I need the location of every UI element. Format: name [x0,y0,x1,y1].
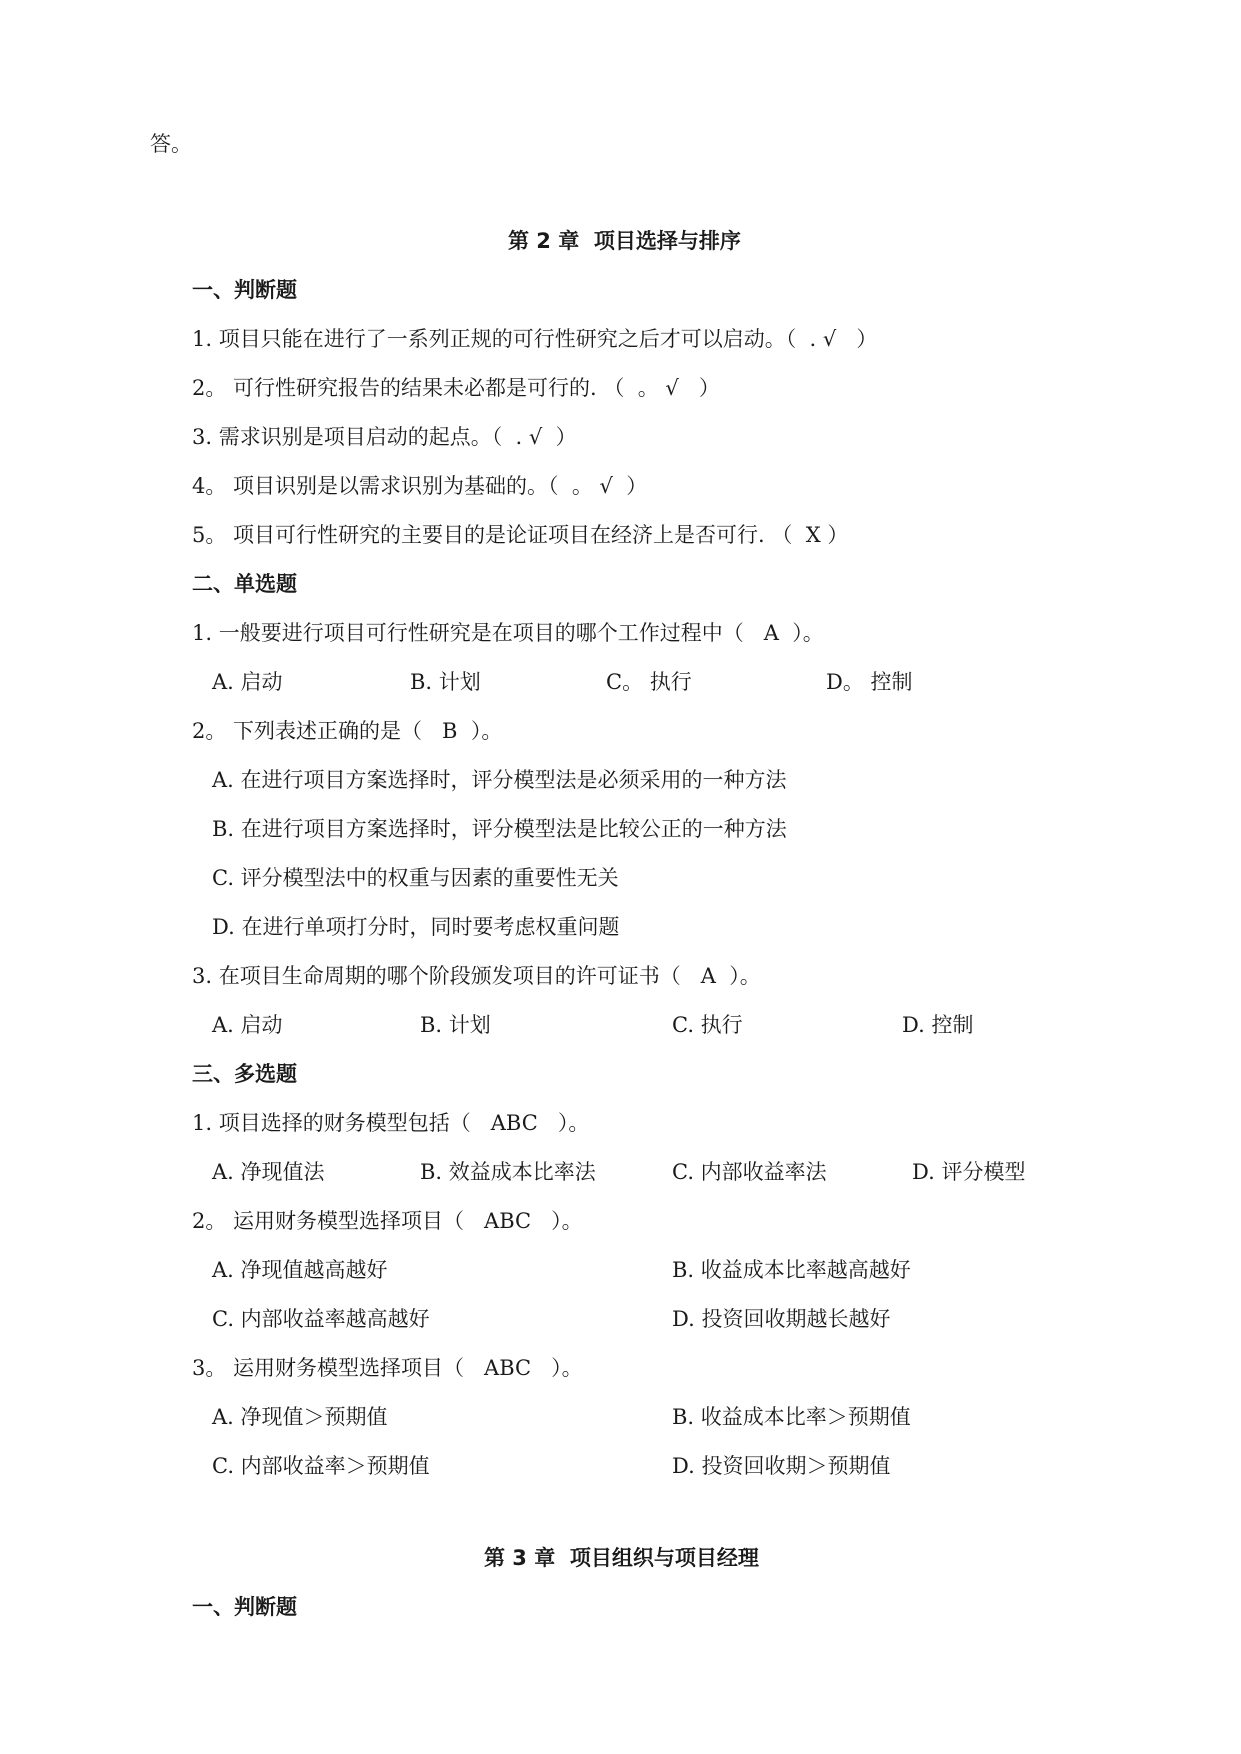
section-heading-multi-choice: 三、多选题 [192,1062,297,1086]
option: B. 效益成本比率法 [420,1160,596,1184]
option: C. 内部收益率法 [672,1160,827,1184]
option: C. 执行 [672,1013,743,1037]
option: C. 内部收益率越高越好 [212,1307,430,1331]
question-stem: 1. 一般要进行项目可行性研究是在项目的哪个工作过程中（ A ）。 [192,621,824,645]
option: D. 控制 [902,1013,974,1037]
option: D. 评分模型 [912,1160,1026,1184]
question-item: 2。 可行性研究报告的结果未必都是可行的. （ 。 √ ） [192,376,720,400]
question-stem: 3. 在项目生命周期的哪个阶段颁发项目的许可证书（ A ）。 [192,964,761,988]
chapter-2-title: 第 2 章 项目选择与排序 [508,229,741,253]
option: A. 在进行项目方案选择时，评分模型法是必须采用的一种方法 [212,768,787,792]
option: D。 控制 [826,670,913,694]
option: D. 投资回收期＞预期值 [672,1454,891,1478]
option: B. 收益成本比率越高越好 [672,1258,911,1282]
option: A. 净现值越高越好 [212,1258,388,1282]
section-heading-true-false: 一、判断题 [192,1595,297,1619]
section-heading-true-false: 一、判断题 [192,278,297,302]
question-stem: 2。 下列表述正确的是（ B ）。 [192,719,503,743]
option: B. 计划 [410,670,481,694]
question-item: 5。 项目可行性研究的主要目的是论证项目在经济上是否可行. （ X ） [192,523,849,547]
section-heading-single-choice: 二、单选题 [192,572,297,596]
chapter-3-title: 第 3 章 项目组织与项目经理 [484,1546,759,1570]
question-item: 3. 需求识别是项目启动的起点。（ . √ ） [192,425,577,449]
option: A. 净现值＞预期值 [212,1405,388,1429]
option: B. 在进行项目方案选择时，评分模型法是比较公正的一种方法 [212,817,787,841]
option: B. 收益成本比率＞预期值 [672,1405,911,1429]
option: D. 在进行单项打分时，同时要考虑权重问题 [212,915,620,939]
question-stem: 2。 运用财务模型选择项目（ ABC ）。 [192,1209,583,1233]
option: A. 净现值法 [212,1160,325,1184]
option: C. 评分模型法中的权重与因素的重要性无关 [212,866,619,890]
option: B. 计划 [420,1013,491,1037]
option: C. 内部收益率＞预期值 [212,1454,430,1478]
question-item: 4。 项目识别是以需求识别为基础的。（ 。 √ ） [192,474,648,498]
intro-fragment: 答。 [150,132,192,156]
option: C。 执行 [606,670,692,694]
option: A. 启动 [212,1013,283,1037]
option: D. 投资回收期越长越好 [672,1307,891,1331]
question-item: 1. 项目只能在进行了一系列正规的可行性研究之后才可以启动。（ . √ ） [192,327,878,351]
question-stem: 3。 运用财务模型选择项目（ ABC ）。 [192,1356,583,1380]
question-stem: 1. 项目选择的财务模型包括（ ABC ）。 [192,1111,590,1135]
option: A. 启动 [212,670,283,694]
